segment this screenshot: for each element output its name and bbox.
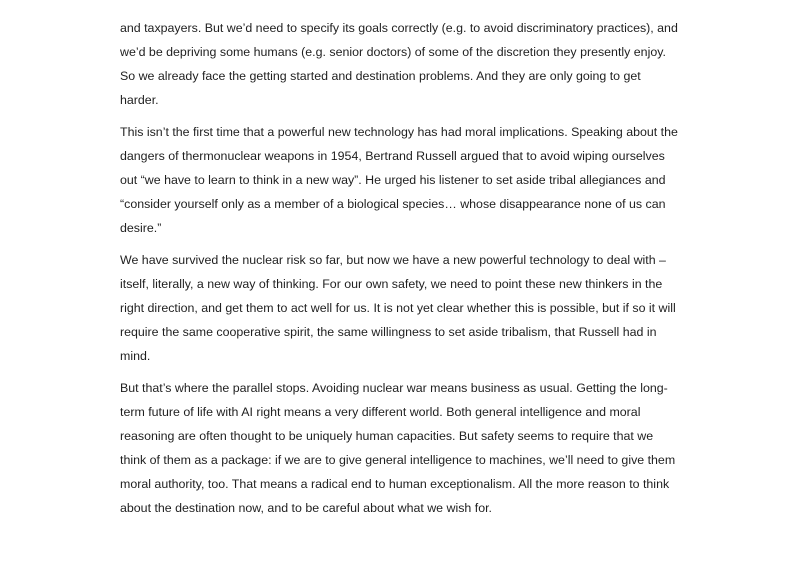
paragraph-2: This isn’t the first time that a powerful new technology has had moral implications. Speaking about the dangers of thermonuclear weapons in 1954, Bertrand Russell argued that to avoid wiping ourselves out “we have to learn to think in a new way”. He urged his listener to set aside tribal allegiances and “consider yourself only as a member of a biological species… whose disappearance none of us can desire.” [120,125,678,235]
paragraph-3: We have survived the nuclear risk so far, but now we have a new powerful technology to deal with – itself, literally, a new way of thinking. For our own safety, we need to point these new thinkers in the right direction, and get them to act well for us. It is not yet clear whether this is possible, but if so it will require the same cooperative spirit, the same willingness to set aside tribalism, that Russell had in mind. [120,253,676,363]
document-body [120,16,680,528]
paragraph-1: and taxpayers. But we’d need to specify its goals correctly (e.g. to avoid discriminatory practices), and we’d be depriving some humans (e.g. senior doctors) of some of the discretion they presently enjoy. So we already face the getting started and destination problems. And they are only going to get harder. [120,21,678,107]
paragraph-4: But that’s where the parallel stops. Avoiding nuclear war means business as usual. Getting the long-term future of life with AI right means a very different world. Both general intelligence and moral reasoning are often thought to be uniquely human capacities. But safety seems to require that we think of them as a package: if we are to give general intelligence to machines, we’ll need to give them moral authority, too. That means a radical end to human exceptionalism. All the more reason to think about the destination now, and to be careful about what we wish for. [120,381,676,515]
